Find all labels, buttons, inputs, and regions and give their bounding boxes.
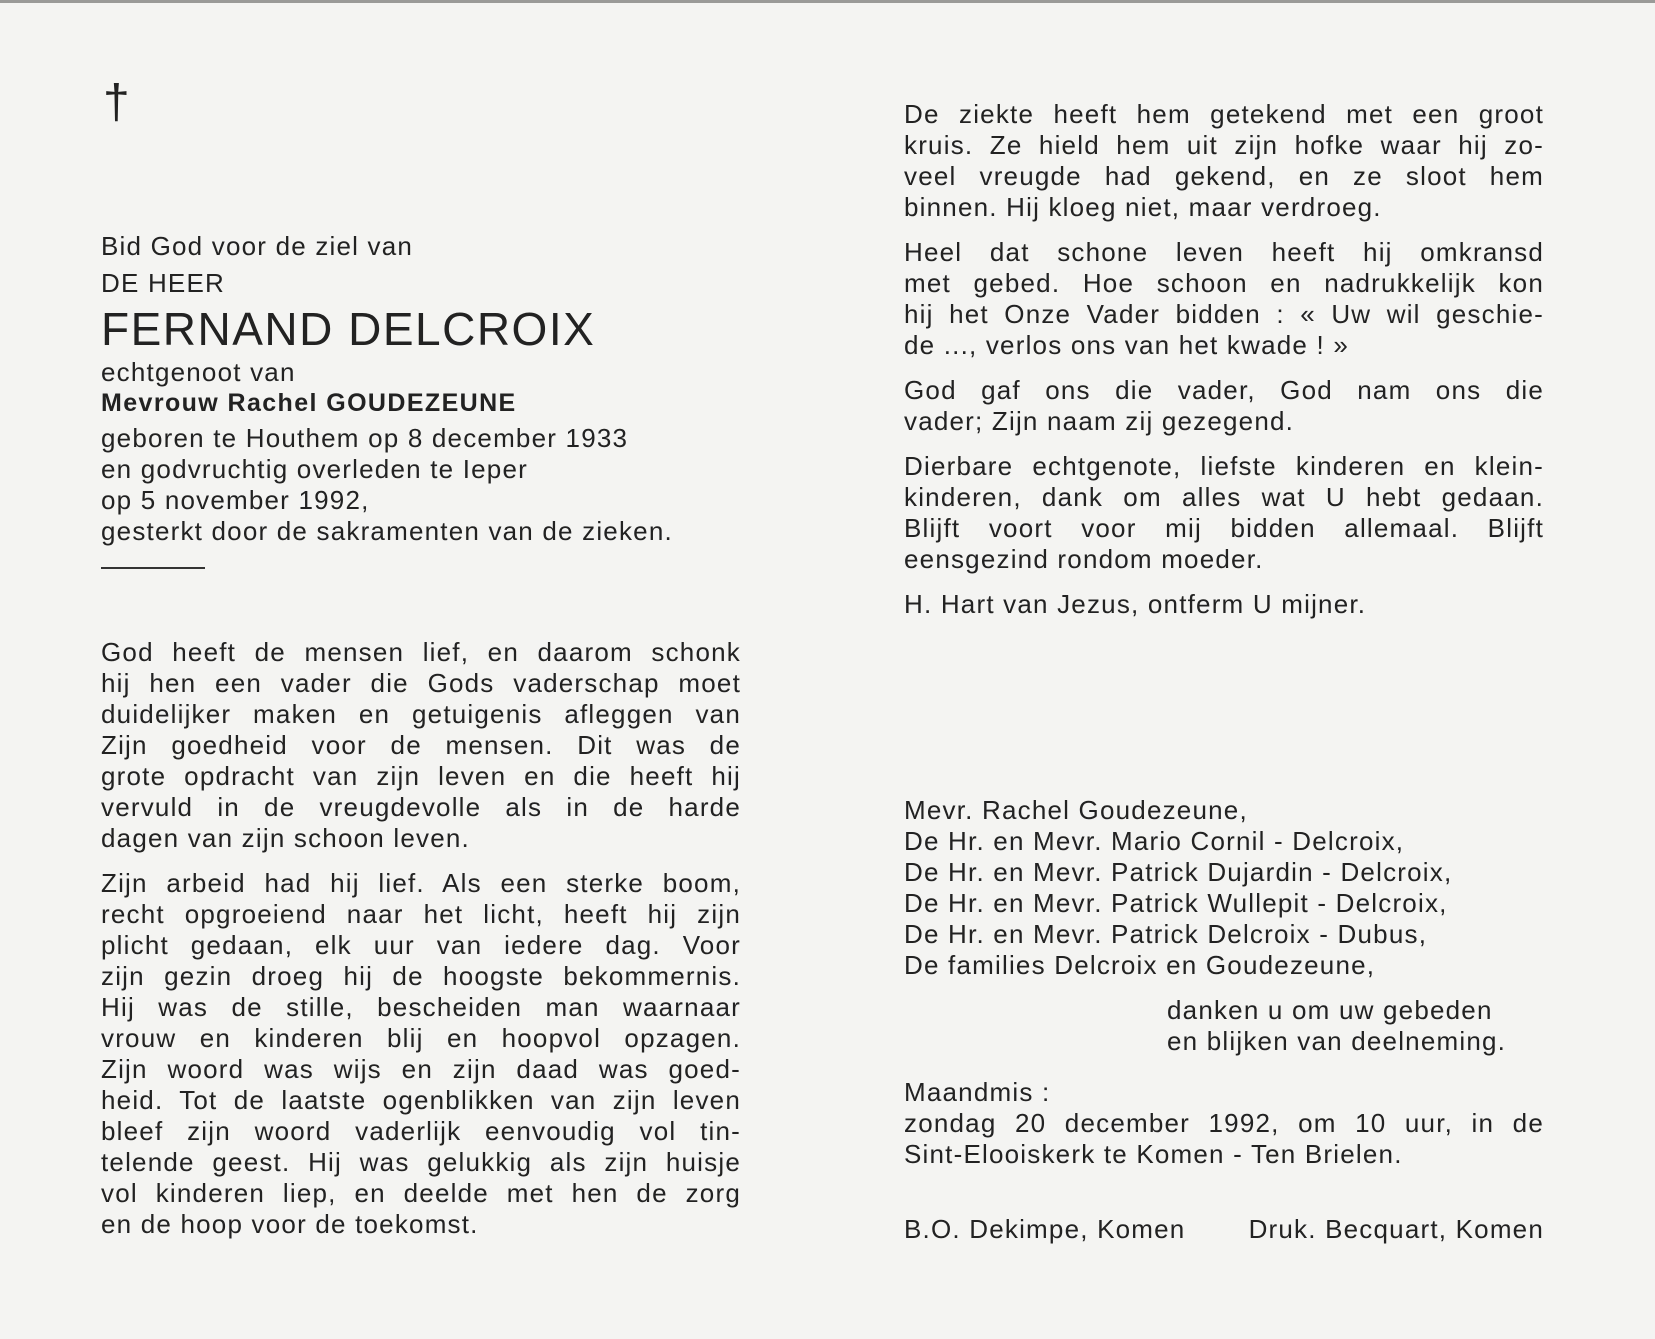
relation-text: echtgenoot van	[101, 357, 296, 387]
thanks-line: danken u om uw gebeden	[1167, 995, 1493, 1025]
sacraments-text: gesterkt door de sakramenten van de zieken.	[101, 516, 673, 546]
text-line: plicht gedaan, elk uur van iedere dag. Voor	[101, 930, 741, 960]
spacer	[101, 569, 741, 637]
family-line: De families Delcroix en Goudezeune,	[904, 950, 1376, 980]
family-list	[904, 795, 1544, 981]
family-line: Mevr. Rachel Goudezeune,	[904, 795, 1248, 825]
text-line: De ziekte heeft hem getekend met een groot	[904, 99, 1544, 129]
text-line: de ..., verlos ons van het kwade ! »	[904, 330, 1349, 360]
thanks-block	[904, 995, 1544, 1057]
credits	[904, 1214, 1544, 1245]
spouse-name: Mevrouw Rachel GOUDEZEUNE	[101, 389, 517, 417]
text-line: Zijn arbeid had hij lief. Als een sterke boom,	[101, 868, 741, 898]
text-line: recht opgroeiend naar het licht, heeft hij zijn	[101, 899, 741, 929]
birth-text: geboren te Houthem op 8 december 1933	[101, 423, 629, 453]
text-line: bleef zijn woord vaderlijk eenvoudig vol tin-	[101, 1116, 741, 1146]
text-line: vrouw en kinderen blij en hoopvol opzagen.	[101, 1023, 741, 1053]
text-line: Dierbare echtgenote, liefste kinderen en klein-	[904, 451, 1544, 481]
mass-block	[904, 1077, 1544, 1170]
printer-text: Druk. Becquart, Komen	[1248, 1214, 1544, 1244]
text-line: hij het Onze Vader bidden : « Uw wil geschie-	[904, 299, 1544, 329]
text-line: met gebed. Hoe schoon en nadrukkelijk kon	[904, 268, 1544, 298]
right-paragraph-3	[904, 375, 1544, 437]
cross-symbol: †	[103, 76, 130, 129]
text-line: kinderen, dank om alles wat U hebt gedaan.	[904, 482, 1544, 512]
right-paragraph-2	[904, 237, 1544, 361]
family-line: De Hr. en Mevr. Patrick Dujardin - Delcroix,	[904, 857, 1453, 887]
text-line: vervuld in de vreugdevolle als in de harde	[101, 792, 741, 822]
right-paragraph-1	[904, 99, 1544, 223]
text-line: heid. Tot de laatste ogenblikken van zijn leven	[101, 1085, 741, 1115]
left-paragraph-1	[101, 637, 741, 854]
text-line: Zijn goedheid voor de mensen. Dit was de	[101, 730, 741, 760]
death-text: en godvruchtig overleden te Ieper	[101, 454, 528, 484]
text-line: vol kinderen liep, en deelde met hen de zorg	[101, 1178, 741, 1208]
family-line: De Hr. en Mevr. Patrick Delcroix - Dubus,	[904, 919, 1428, 949]
text-line: kruis. Ze hield hem uit zijn hofke waar hij zo-	[904, 130, 1544, 160]
text-line: God heeft de mensen lief, en daarom schonk	[101, 637, 741, 667]
text-line: Heel dat schone leven heeft hij omkransd	[904, 237, 1544, 267]
text-line: hij hen een vader die Gods vaderschap moet	[101, 668, 741, 698]
honorific: DE HEER	[101, 268, 225, 298]
right-paragraph-4	[904, 451, 1544, 575]
thanks-line: en blijken van deelneming.	[1167, 1026, 1507, 1056]
text-line: eensgezind rondom moeder.	[904, 544, 1264, 574]
text-line: zijn gezin droeg hij de hoogste bekommernis.	[101, 961, 741, 991]
family-line: De Hr. en Mevr. Mario Cornil - Delcroix,	[904, 826, 1405, 856]
text-line: telende geest. Hij was gelukkig als zijn huisje	[101, 1147, 741, 1177]
family-line: De Hr. en Mevr. Patrick Wullepit - Delcroix,	[904, 888, 1448, 918]
left-column	[101, 73, 741, 1240]
text-line: grote opdracht van zijn leven en die heeft hij	[101, 761, 741, 791]
spacer	[904, 620, 1544, 795]
text-line: vader; Zijn naam zij gezegend.	[904, 406, 1295, 436]
death-date: op 5 november 1992,	[101, 485, 370, 515]
prayer-text: H. Hart van Jezus, ontferm U mijner.	[904, 589, 1367, 619]
text-line: veel vreugde had gekend, en ze sloot hem	[904, 161, 1544, 191]
text-line: duidelijker maken en getuigenis afleggen van	[101, 699, 741, 729]
mass-label: Maandmis :	[904, 1077, 1051, 1107]
mass-line: Sint-Elooiskerk te Komen - Ten Brielen.	[904, 1139, 1403, 1169]
text-line: Zijn woord was wijs en zijn daad was goed-	[101, 1054, 741, 1084]
mass-line: zondag 20 december 1992, om 10 uur, in de	[904, 1108, 1544, 1138]
text-line: en de hoop voor de toekomst.	[101, 1209, 479, 1239]
undertaker-text: B.O. Dekimpe, Komen	[904, 1214, 1186, 1244]
left-paragraph-2	[101, 868, 741, 1240]
intro-text: Bid God voor de ziel van	[101, 231, 414, 261]
text-line: Hij was de stille, bescheiden man waarnaar	[101, 992, 741, 1022]
text-line: Blijft voort voor mij bidden allemaal. Blijft	[904, 513, 1544, 543]
text-line: dagen van zijn schoon leven.	[101, 823, 470, 853]
text-line: God gaf ons die vader, God nam ons die	[904, 375, 1544, 405]
text-line: binnen. Hij kloeg niet, maar verdroeg.	[904, 192, 1382, 222]
deceased-name: FERNAND DELCROIX	[101, 303, 596, 355]
right-column	[904, 99, 1544, 1245]
